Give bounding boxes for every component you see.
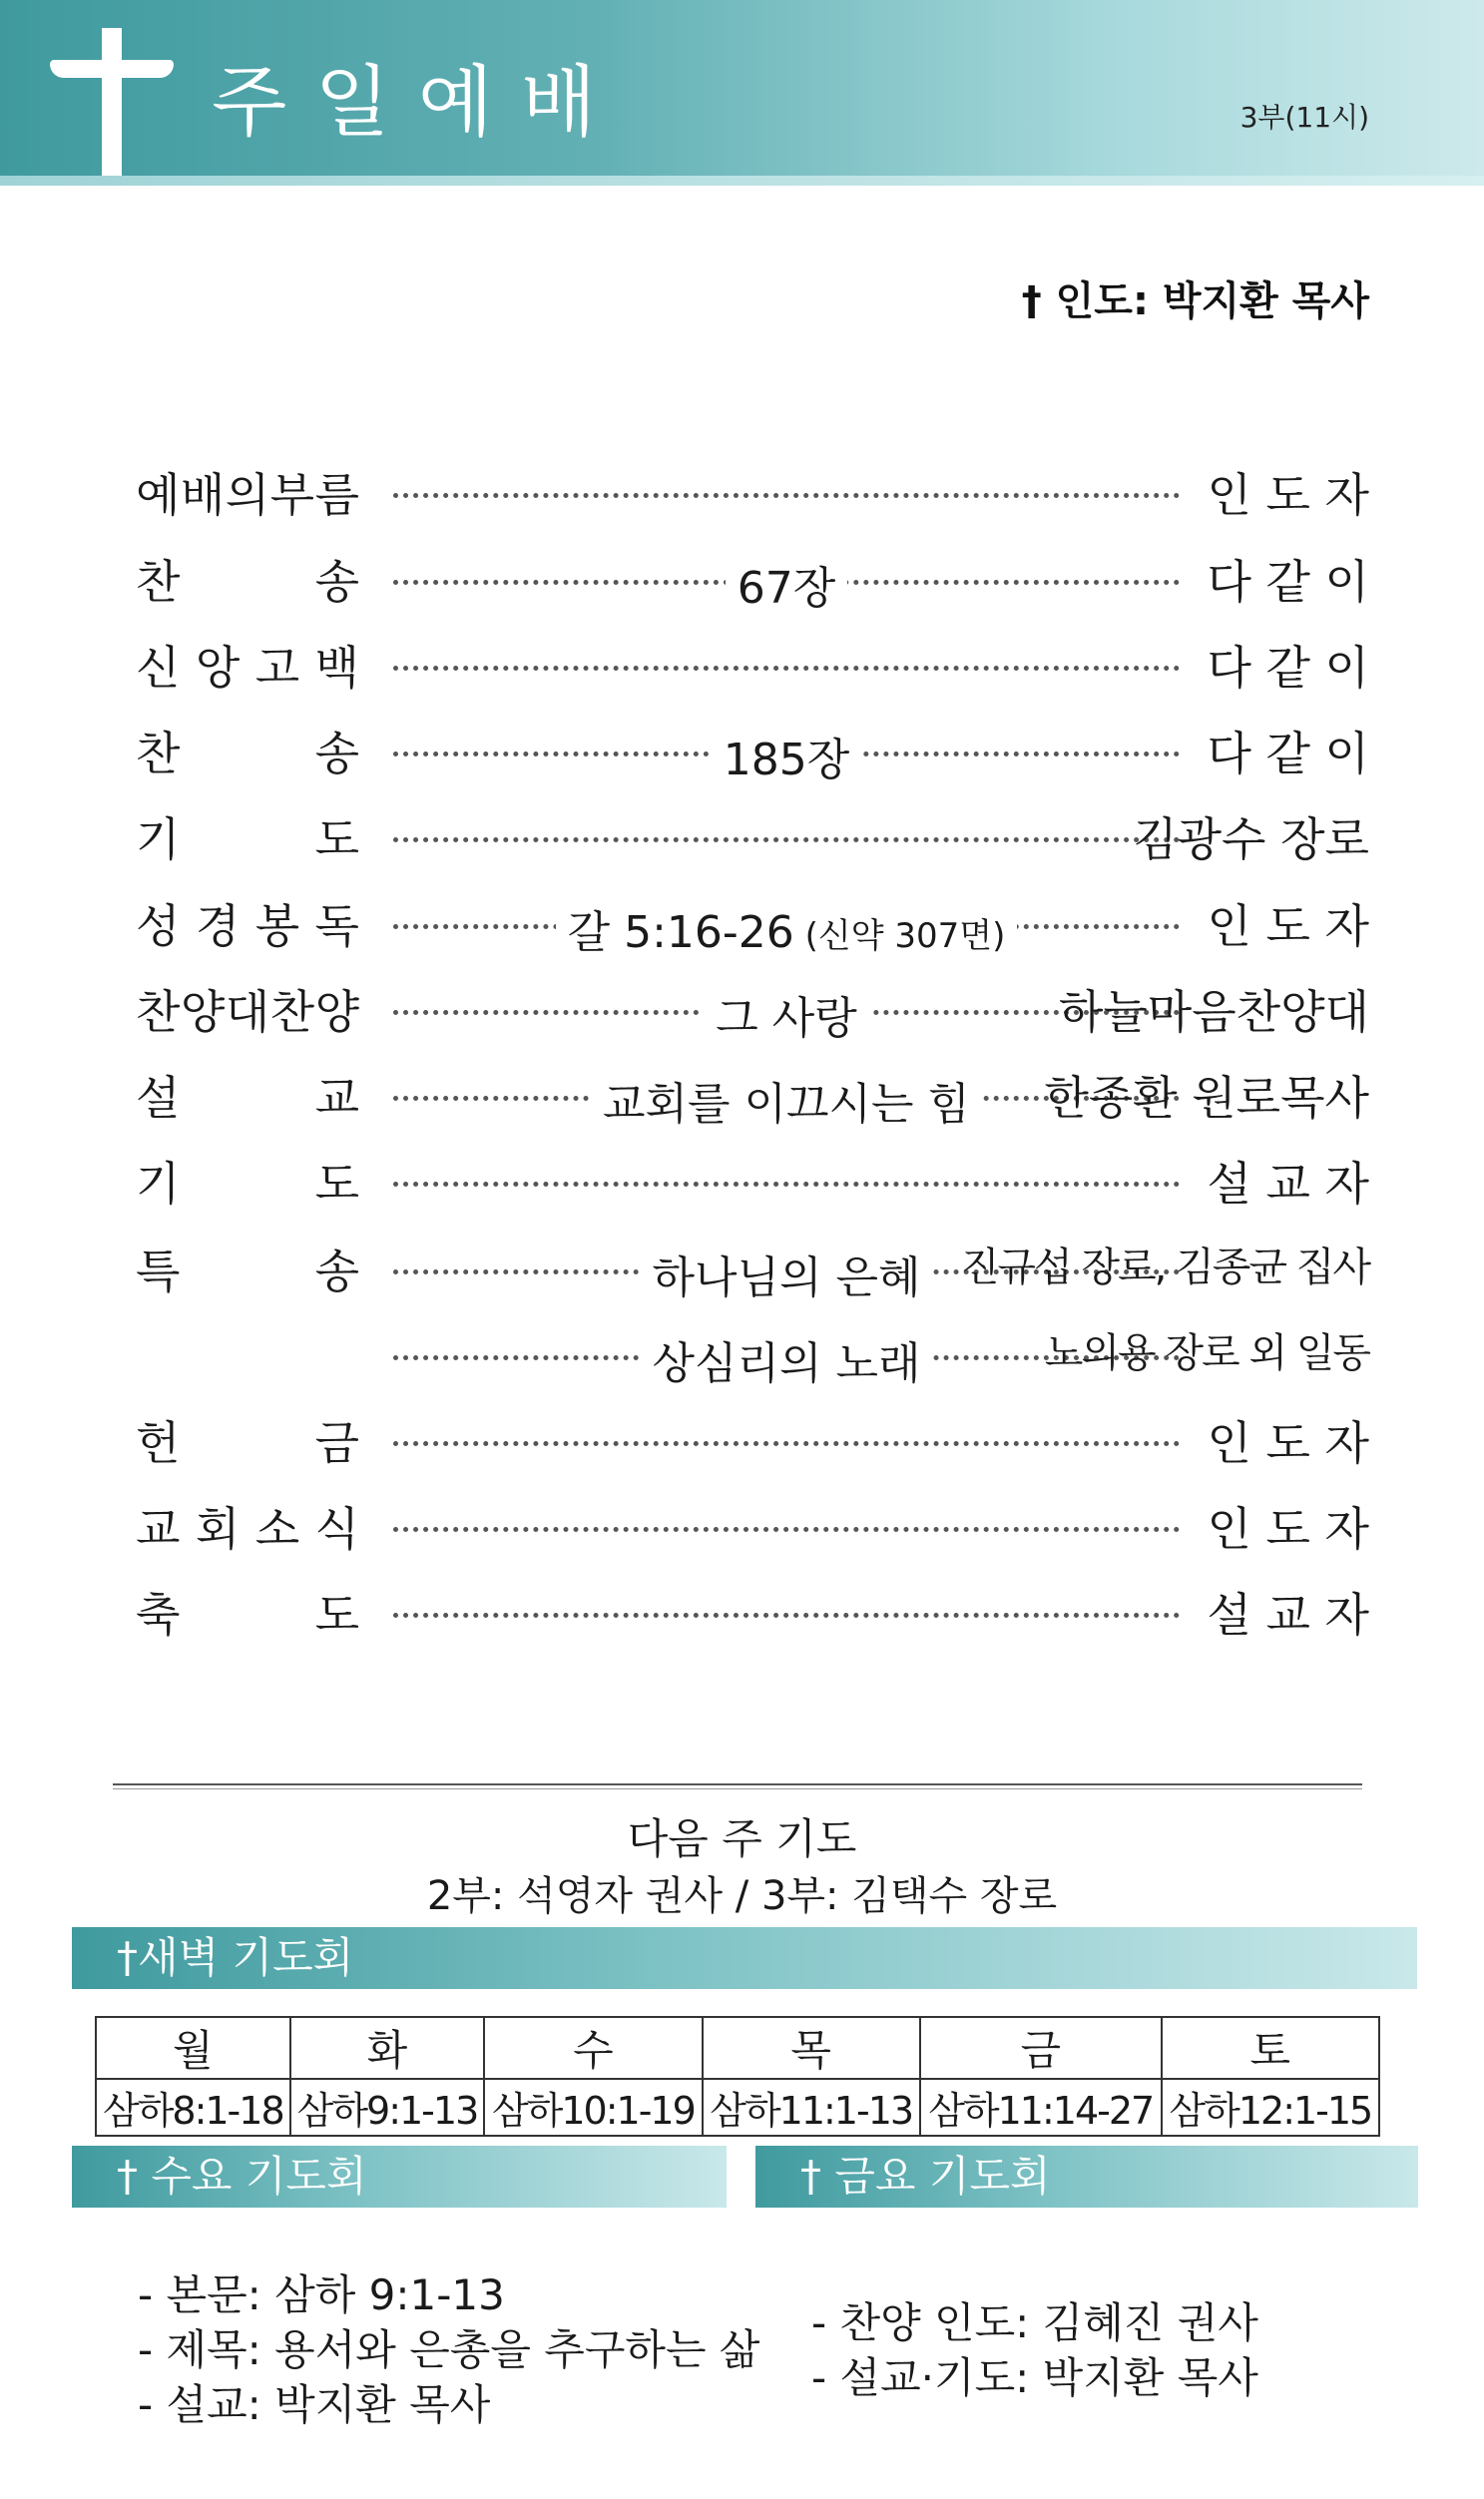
worship-item-person: 진규섭 장로, 김종균 집사 (960, 1245, 1369, 1290)
worship-row (136, 1493, 1369, 1556)
worship-item-label: 성 경 봉 독 (136, 899, 359, 953)
worship-item-person: 인 도 자 (1207, 468, 1369, 522)
worship-item-label: 찬 송 (136, 555, 359, 609)
worship-item-label: 찬 송 (136, 727, 359, 780)
worship-item-label: 예 배 의 부 름 (136, 468, 359, 522)
worship-item-detail: 185장 (393, 724, 1180, 787)
worship-item-label: 교 회 소 식 (136, 1502, 359, 1556)
worship-item-person: 인 도 자 (1207, 1502, 1369, 1556)
dawn-prayer-heading: †새벽 기도회 (72, 1927, 1417, 1989)
worship-row (136, 976, 1369, 1044)
worship-row (136, 632, 1369, 695)
worship-row (136, 1321, 1369, 1389)
day-header: 토 (1162, 2017, 1379, 2079)
divider (113, 1788, 1362, 1789)
worship-item-person: 노의용 장로 외 일동 (1044, 1330, 1369, 1376)
dawn-passage: 삼하12:1-15 (1162, 2079, 1379, 2136)
next-week-title: 다음 주 기도 (627, 1814, 857, 1863)
worship-item-label: 특 송 (136, 1245, 359, 1298)
worship-row (136, 546, 1369, 614)
dot-leader (393, 493, 1180, 498)
worship-row (136, 459, 1369, 522)
dot-leader (393, 1527, 1180, 1532)
worship-item-label: 신 앙 고 백 (136, 641, 359, 695)
wednesday-item: - 본문: 삼하 9:1-13 (138, 2270, 505, 2319)
day-header: 수 (484, 2017, 702, 2079)
worship-leader: † 인도: 박지환 목사 (1021, 278, 1369, 324)
dot-leader (393, 1182, 1180, 1187)
worship-item-detail: 그 사랑 (393, 982, 1180, 1046)
worship-row (136, 1579, 1369, 1642)
worship-row (136, 890, 1369, 958)
header-strip (0, 176, 1484, 186)
worship-item-person: 설 교 자 (1207, 1588, 1369, 1642)
worship-item-person: 김광수 장로 (1133, 812, 1369, 866)
worship-row (136, 1148, 1369, 1211)
worship-item-label: 축 도 (136, 1588, 359, 1642)
next-week-prayers: 2부: 석영자 권사 / 3부: 김택수 장로 (426, 1873, 1058, 1919)
dot-leader (393, 837, 1180, 842)
worship-item-person: 인 도 자 (1207, 899, 1369, 953)
worship-row (136, 1236, 1369, 1303)
friday-prayer-heading: † 금요 기도회 (755, 2146, 1418, 2208)
worship-row (136, 718, 1369, 785)
worship-item-person: 한종환 원로목사 (1044, 1071, 1369, 1125)
worship-item-detail: 67장 (393, 552, 1180, 616)
worship-item-label: 헌 금 (136, 1416, 359, 1470)
dot-leader (393, 1441, 1180, 1446)
day-header: 화 (290, 2017, 485, 2079)
worship-item-person: 다 같 이 (1207, 641, 1369, 695)
worship-row (136, 1062, 1369, 1130)
worship-item-person: 설 교 자 (1207, 1157, 1369, 1211)
worship-item-label: 기 도 (136, 812, 359, 866)
divider (113, 1783, 1362, 1785)
worship-row (136, 803, 1369, 866)
service-session: 3부(11시) (1239, 101, 1369, 134)
worship-item-detail: 교회를 이끄시는 힘 (393, 1068, 1180, 1132)
worship-row (136, 1407, 1369, 1470)
worship-item-person: 다 같 이 (1207, 555, 1369, 609)
header-banner (0, 0, 1484, 176)
wednesday-item: - 제목: 용서와 은총을 추구하는 삶 (138, 2325, 760, 2374)
dot-leader (393, 1613, 1180, 1618)
dawn-prayer-table (95, 2016, 1380, 2137)
wednesday-item: - 설교: 박지환 목사 (138, 2380, 491, 2429)
worship-item-person: 다 같 이 (1207, 727, 1369, 780)
page-title: 주일예배 (212, 58, 625, 148)
day-header: 월 (96, 2017, 290, 2079)
dawn-passage: 삼하10:1-19 (484, 2079, 702, 2136)
dot-leader (393, 666, 1180, 671)
worship-item-person: 하늘마음찬양대 (1058, 985, 1369, 1039)
dawn-passage: 삼하9:1-13 (290, 2079, 485, 2136)
friday-item: - 설교·기도: 박지환 목사 (811, 2353, 1258, 2402)
wednesday-prayer-heading: † 수요 기도회 (72, 2146, 727, 2208)
dawn-passage: 삼하8:1-18 (96, 2079, 290, 2136)
friday-item: - 찬양 인도: 김혜진 권사 (811, 2298, 1258, 2347)
worship-item-label: 기 도 (136, 1157, 359, 1211)
day-header: 목 (703, 2017, 920, 2079)
worship-item-detail: 갈 5:16-26 (신약 307면) (393, 896, 1180, 960)
worship-item-person: 인 도 자 (1207, 1416, 1369, 1470)
wednesday-prayer-list (138, 2267, 760, 2432)
worship-item-detail: 상심리의 노래 (393, 1327, 1180, 1391)
day-header: 금 (920, 2017, 1162, 2079)
dawn-passage: 삼하11:14-27 (920, 2079, 1162, 2136)
worship-item-label: 찬 양 대 찬 양 (136, 985, 359, 1039)
worship-item-detail: 하나님의 은혜 (393, 1242, 1180, 1305)
friday-prayer-list (811, 2295, 1258, 2405)
worship-item-label: 설 교 (136, 1071, 359, 1125)
cross-icon-bar (50, 60, 174, 78)
cross-icon (102, 28, 122, 188)
dawn-passage: 삼하11:1-13 (703, 2079, 920, 2136)
